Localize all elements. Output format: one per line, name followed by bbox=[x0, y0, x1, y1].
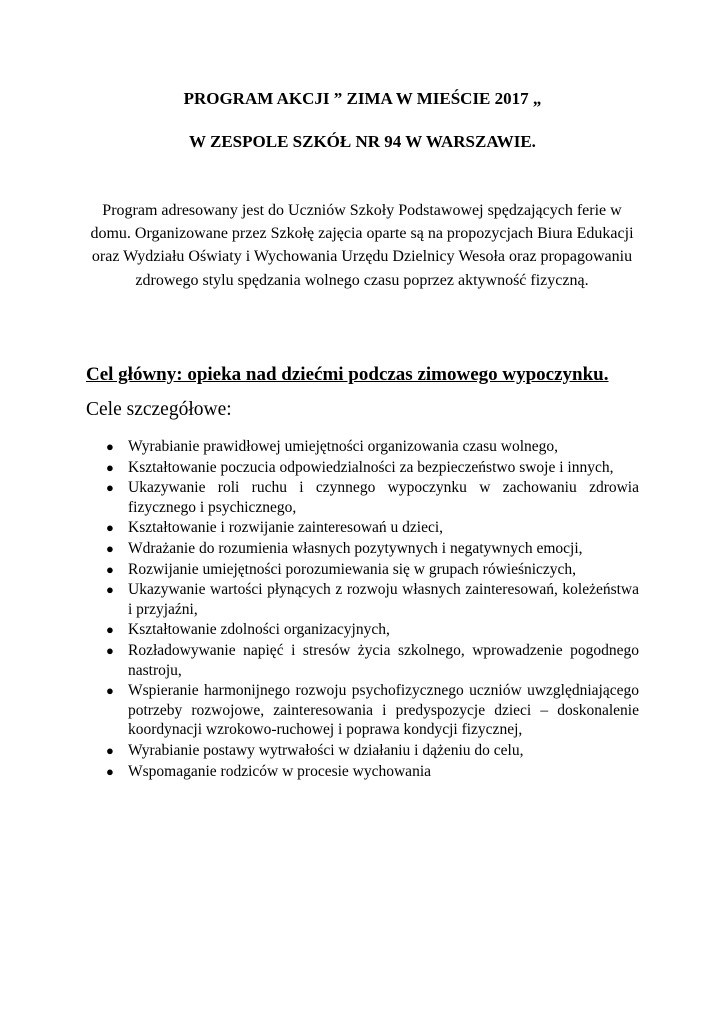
document-title: PROGRAM AKCJI ” ZIMA W MIEŚCIE 2017 „ bbox=[183, 89, 542, 108]
document-subtitle: W ZESPOLE SZKÓŁ NR 94 W WARSZAWIE. bbox=[189, 132, 536, 151]
goals-list bbox=[106, 437, 639, 782]
goal-text: Wspieranie harmonijnego rozwoju psychofizycznego uczniów uwzględniającego potrzeby rozwojowe, zainteresowania i predyspozycje dzieci – doskonalenie koordynacji wzrokowo-ruchowej i poprawa kondycji fizycznej, bbox=[128, 682, 639, 739]
bullet-icon: ● bbox=[106, 459, 114, 475]
goal-item bbox=[106, 641, 639, 680]
goal-item bbox=[106, 762, 639, 782]
goal-text: Wspomaganie rodziców w procesie wychowania bbox=[128, 762, 431, 780]
main-goal-heading: Cel główny: opieka nad dziećmi podczas zimowego wypoczynku. bbox=[86, 364, 609, 385]
goal-text: Kształtowanie poczucia odpowiedzialności za bezpieczeństwo swoje i innych, bbox=[128, 458, 614, 476]
intro-paragraph: Program adresowany jest do Uczniów Szkoły Podstawowej spędzających ferie w domu. Organizowane przez Szkołę zajęcia oparte są na propozycjach Biura Edukacji oraz Wydziału Oświaty i Wychowania Urzędu Dzielnicy Wesoła oraz propagowaniu zdrowego stylu spędzania wolnego czasu poprzez aktywność fizyczną. bbox=[90, 202, 634, 289]
goal-text: Rozwijanie umiejętności porozumiewania się w grupach rówieśniczych, bbox=[128, 560, 577, 578]
bullet-icon: ● bbox=[106, 520, 114, 536]
bullet-icon: ● bbox=[106, 763, 114, 779]
goal-text: Wdrażanie do rozumienia własnych pozytywnych i negatywnych emocji, bbox=[128, 539, 583, 557]
goal-item bbox=[106, 681, 639, 740]
goal-text: Ukazywanie roli ruchu i czynnego wypoczynku w zachowaniu zdrowia fizycznego i psychicznego, bbox=[128, 479, 639, 516]
bullet-icon: ● bbox=[106, 622, 114, 638]
bullet-icon: ● bbox=[106, 642, 114, 658]
goal-text: Ukazywanie wartości płynących z rozwoju własnych zainteresowań, koleżeństwa i przyjaźni, bbox=[128, 581, 639, 618]
goal-text: Wyrabianie postawy wytrwałości w działaniu i dążeniu do celu, bbox=[128, 741, 524, 759]
goal-item bbox=[106, 620, 639, 640]
detailed-goals-heading: Cele szczegółowe: bbox=[86, 399, 232, 420]
bullet-icon: ● bbox=[106, 439, 114, 454]
bullet-icon: ● bbox=[106, 742, 114, 758]
bullet-icon: ● bbox=[106, 582, 114, 598]
goal-text: Rozładowywanie napięć i stresów życia szkolnego, wprowadzenie pogodnego nastroju, bbox=[128, 641, 639, 679]
goal-item bbox=[106, 437, 639, 457]
bullet-icon: ● bbox=[106, 561, 114, 577]
bullet-icon: ● bbox=[106, 540, 114, 556]
goal-text: Kształtowanie i rozwijanie zainteresowań u dzieci, bbox=[128, 519, 444, 537]
goal-item bbox=[106, 478, 639, 517]
bullet-icon: ● bbox=[106, 683, 114, 699]
goal-item bbox=[106, 580, 639, 619]
bullet-icon: ● bbox=[106, 480, 114, 496]
goal-item bbox=[106, 560, 639, 580]
goal-item bbox=[106, 458, 639, 478]
goal-item bbox=[106, 539, 639, 559]
goal-item bbox=[106, 741, 639, 761]
goal-text: Kształtowanie zdolności organizacyjnych, bbox=[128, 621, 390, 639]
goal-text: Wyrabianie prawidłowej umiejętności organizowania czasu wolnego, bbox=[128, 438, 559, 455]
goal-item bbox=[106, 518, 639, 538]
